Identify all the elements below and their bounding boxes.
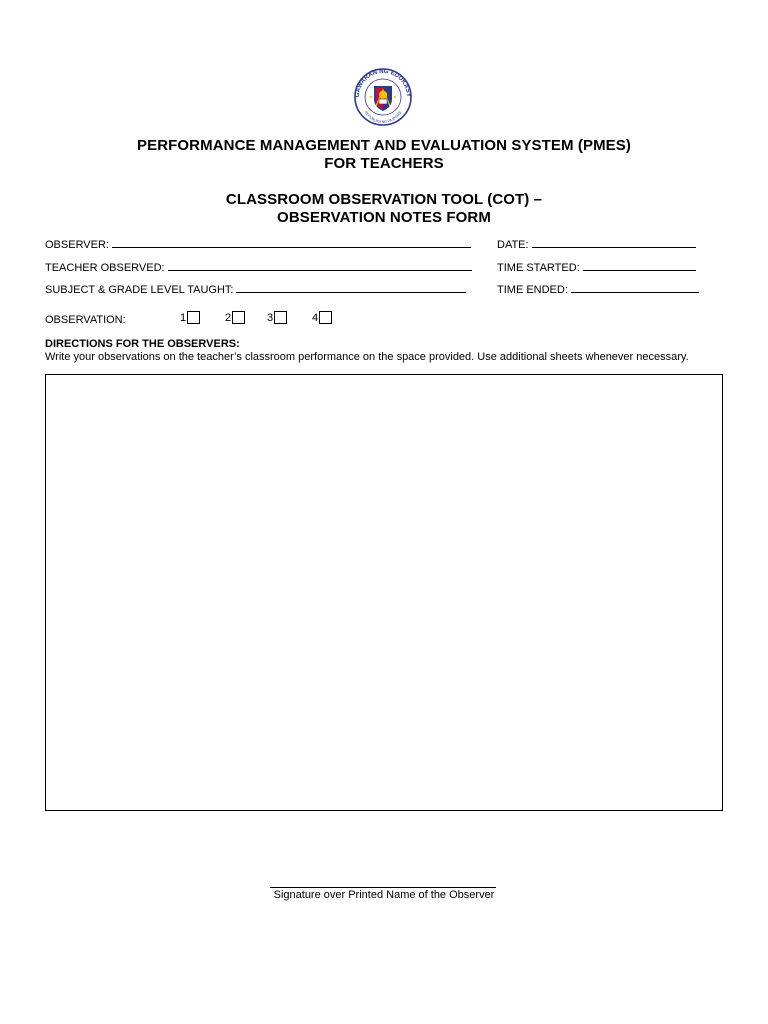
directions-text: Write your observations on the teacher’s classroom performance on the space provided. Use additional sheets whenever necessary. [45, 351, 689, 363]
teacher-observed-label: TEACHER OBSERVED: [45, 262, 165, 274]
observation-option-number: 1 [180, 312, 187, 324]
observation-option-number: 4 [312, 312, 319, 324]
signature-caption: Signature over Printed Name of the Observer [273, 889, 495, 901]
time-ended-input-line[interactable] [571, 282, 699, 293]
observation-checkbox-3[interactable] [274, 311, 287, 324]
observer-input-line[interactable] [112, 237, 471, 248]
observation-option-number: 3 [267, 312, 274, 324]
observation-notes-box[interactable] [45, 374, 723, 811]
subject-grade-input-line[interactable] [236, 282, 466, 293]
directions-heading: DIRECTIONS FOR THE OBSERVERS: [45, 338, 240, 350]
time-ended-field [497, 282, 699, 297]
observation-option-3 [267, 311, 287, 325]
page-title-line-1: PERFORMANCE MANAGEMENT AND EVALUATION SYSTEM (PMES) [137, 137, 631, 154]
deped-seal-logo [345, 66, 421, 126]
date-label: DATE: [497, 239, 529, 251]
page-title-line-2: FOR TEACHERS [324, 155, 444, 172]
date-field [497, 237, 696, 252]
time-started-label: TIME STARTED: [497, 262, 580, 274]
observation-option-1 [180, 311, 200, 325]
signature-line[interactable] [270, 887, 496, 888]
seal-bottom-text: REPUBLIKA NG PILIPINAS [363, 110, 403, 125]
observer-field [45, 237, 471, 252]
teacher-observed-field [45, 260, 472, 275]
observation-checkbox-1[interactable] [187, 311, 200, 324]
time-ended-label: TIME ENDED: [497, 284, 568, 296]
observation-option-4 [312, 311, 332, 325]
time-started-input-line[interactable] [583, 260, 696, 271]
observation-checkbox-2[interactable] [232, 311, 245, 324]
form-title-line-2: OBSERVATION NOTES FORM [277, 209, 491, 226]
date-input-line[interactable] [532, 237, 696, 248]
observation-option-number: 2 [225, 312, 232, 324]
teacher-observed-input-line[interactable] [168, 260, 472, 271]
form-title-line-1: CLASSROOM OBSERVATION TOOL (COT) – [225, 191, 543, 208]
time-started-field [497, 260, 696, 275]
observation-checkbox-4[interactable] [319, 311, 332, 324]
subject-grade-label: SUBJECT & GRADE LEVEL TAUGHT: [45, 284, 234, 296]
seal-top-text: GAWARAN NG EDUKASY [353, 67, 413, 98]
observation-label: OBSERVATION: [45, 314, 126, 326]
subject-grade-field [45, 282, 466, 297]
observation-option-2 [225, 311, 245, 325]
observer-label: OBSERVER: [45, 239, 109, 251]
